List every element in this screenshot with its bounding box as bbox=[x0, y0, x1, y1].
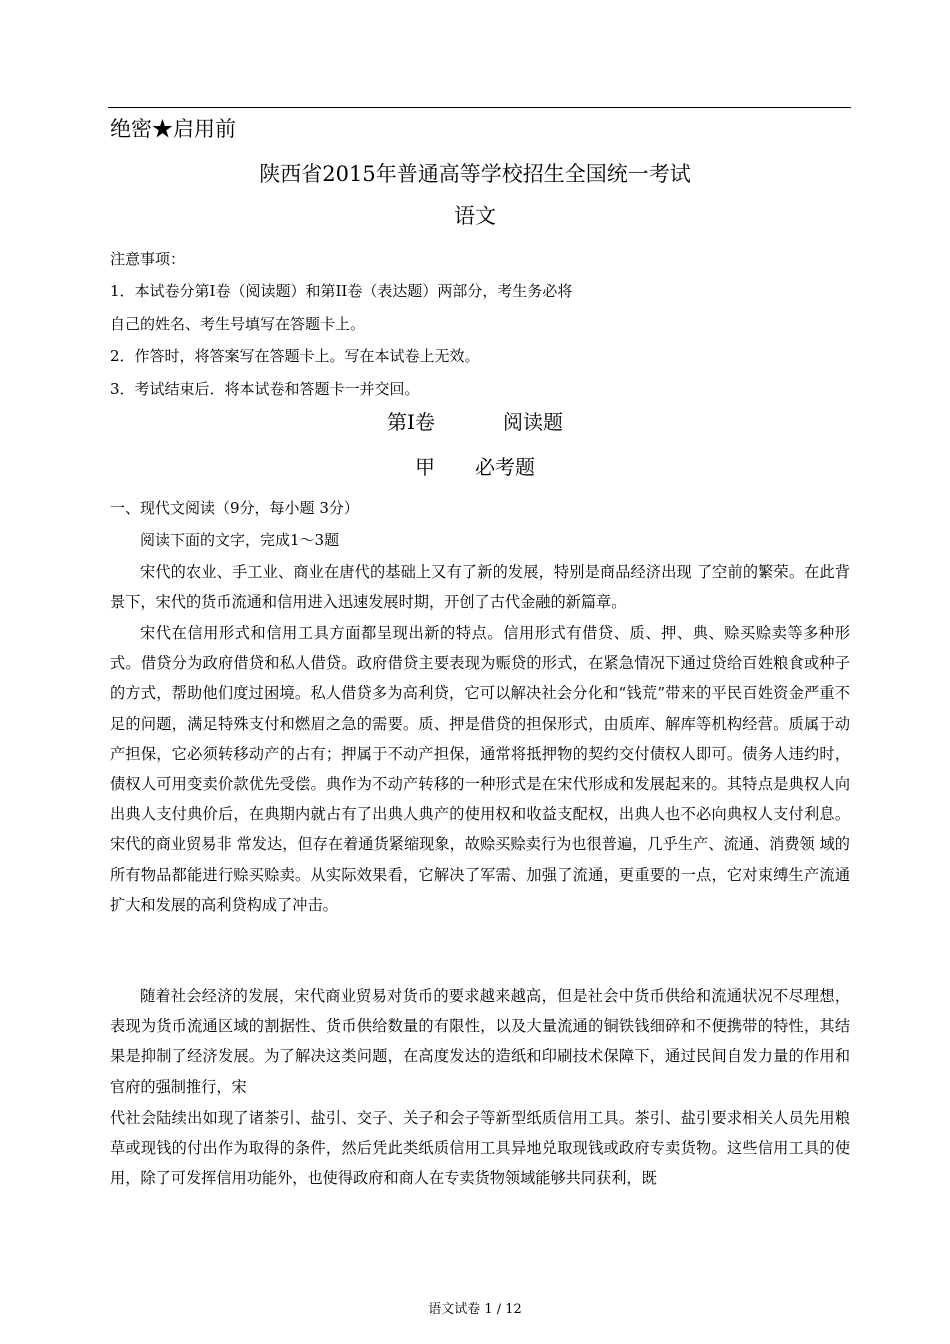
passage-paragraph-3: 随着社会经济的发展，宋代商业贸易对货币的要求越来越高，但是社会中货币供给和流通状况不尽理想，表现为货币流通区域的割据性、货币供给数量的有限性，以及大量流通的铜铁钱细碎和不便携带的特性，其结果是抑制了经济发展。为了解决这类问题，在高度发达的造纸和印刷技术保障下，通过民间自发力量的作用和官府的强制推行，宋 bbox=[110, 987, 850, 1096]
notes-heading: 注意事项： bbox=[110, 250, 186, 268]
section-one-intro: 阅读下面的文字，完成1～3题 bbox=[140, 531, 340, 549]
part-a-name: 必考题 bbox=[475, 455, 535, 479]
passage-paragraph-4: 代社会陆续出如现了诸茶引、盐引、交子、关子和会子等新型纸质信用工具。茶引、盐引要求相关人员先用粮草或现钱的付出作为取得的条件，然后凭此类纸质信用工具异地兑取现钱或政府专卖货物。这些信用工具的使用，除了可发挥信用功能外，也使得政府和商人在专卖货物领域能够共同获利，既 bbox=[110, 1109, 850, 1188]
note-item-3: 3．考试结束后．将本试卷和答题卡一并交回。 bbox=[110, 380, 420, 398]
header-rule bbox=[108, 107, 851, 108]
note-item-2: 2．作答时，将答案写在答题卡上。写在本试卷上无效。 bbox=[110, 347, 480, 365]
part-a-heading bbox=[0, 451, 950, 480]
note-item-1-line-2: 自己的姓名、考生号填写在答题卡上。 bbox=[110, 315, 366, 333]
section-one-title: 一、现代文阅读（9分，每小题 3分） bbox=[110, 499, 359, 517]
part-one-name: 阅读题 bbox=[502, 410, 563, 434]
note-item-1-line-1: 1．本试卷分第I卷（阅读题）和第II卷（表达题）两部分，考生务必将 bbox=[110, 282, 573, 300]
part-one-label: 第I卷 bbox=[387, 410, 435, 434]
confidential-label: 绝密★启用前 bbox=[110, 117, 236, 141]
subject-title: 语文 bbox=[454, 204, 496, 228]
part-a-label: 甲 bbox=[415, 455, 435, 479]
exam-title: 陕西省2015年普通高等学校招生全国统一考试 bbox=[259, 162, 691, 186]
part-one-heading bbox=[0, 406, 950, 435]
page-footer: 语文试卷 1 / 12 bbox=[428, 1302, 522, 1317]
passage-paragraph-2: 宋代在信用形式和信用工具方面都呈现出新的特点。信用形式有借贷、质、押、典、赊买赊卖等多种形式。借贷分为政府借贷和私人借贷。政府借贷主要表现为赈贷的形式，在紧急情况下通过贷给百姓粮食或种子的方式，帮助他们度过困境。私人借贷多为高利贷，它可以解决社会分化和“钱荒”带来的平民百姓资金严重不足的问题，满足特殊支付和燃眉之急的需要。质、押是借贷的担保形式，由质库、解库等机构经营。质属于动产担保，它必须转移动产的占有；押属于不动产担保，通常将抵押物的契约交付债权人即可。债务人违约时，债权人可用变卖价款优先受偿。典作为不动产转移的一种形式是在宋代形成和发展起来的。其特点是典权人向出典人支付典价后，在典期内就占有了出典人典产的使用权和收益支配权，出典人也不必向典权人支付利息。宋代的商业贸易非 常发达，但存在着通货紧缩现象，故赊买赊卖行为也很普遍，几乎生产、流通、消费领 域的所有物品都能进行赊买赊卖。从实际效果看，它解决了军需、加强了流通，更重要的一点，它对束缚生产流通扩大和发展的高利贷构成了冲击。 bbox=[110, 624, 850, 914]
passage-paragraph-1: 宋代的农业、手工业、商业在唐代的基础上又有了新的发展，特别是商品经济出现 了空前的繁荣。在此背景下，宋代的货币流通和信用进入迅速发展时期，开创了古代金融的新篇章。 bbox=[110, 563, 850, 612]
